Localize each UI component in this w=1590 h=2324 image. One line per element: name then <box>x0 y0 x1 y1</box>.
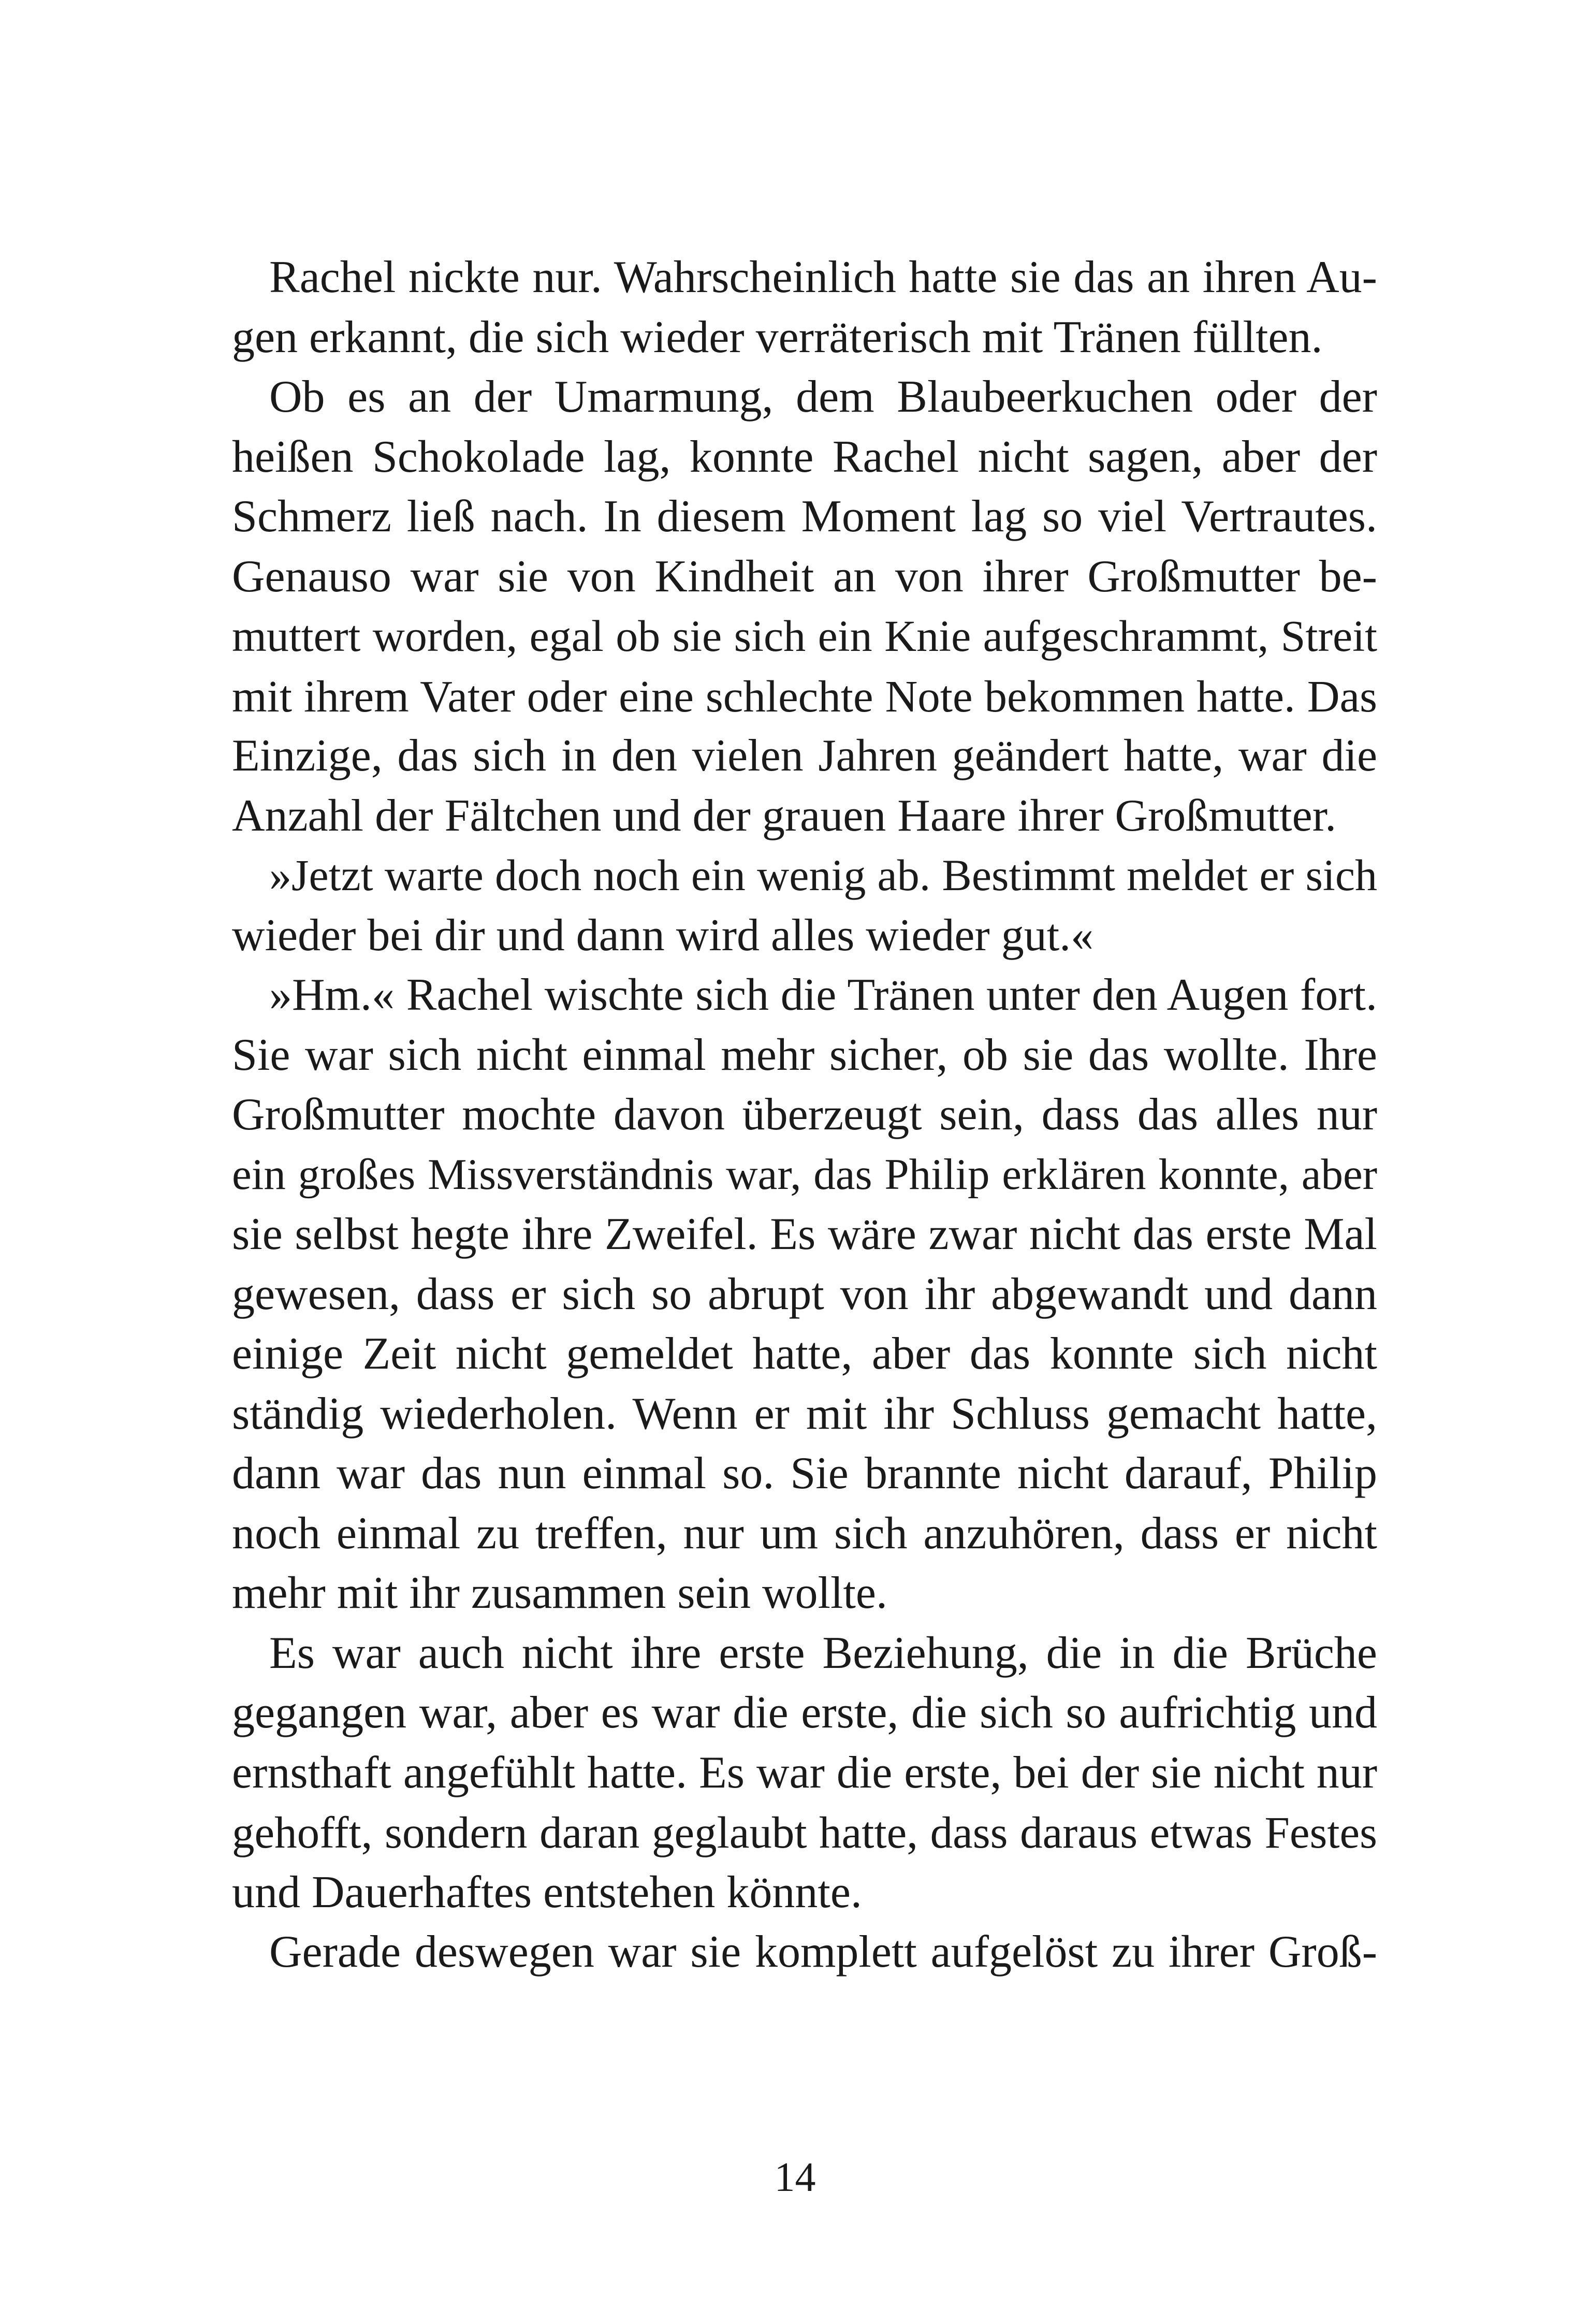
text-line: »Hm.« Rachel wischte sich die Tränen unter den Augen fort. <box>269 970 1377 1020</box>
text-line: Es war auch nicht ihre erste Beziehung, die in die Brüche <box>269 1628 1377 1678</box>
body-text <box>232 248 1377 1982</box>
text-line: ernsthaft angefühlt hatte. Es war die erste, bei der sie nicht nur <box>232 1747 1377 1798</box>
text-line: gewesen, dass er sich so abrupt von ihr abgewandt und dann <box>232 1269 1377 1319</box>
text-line: gen erkannt, die sich wieder verräterisch mit Tränen füllten. <box>232 312 1323 362</box>
text-line: Gerade deswegen war sie komplett aufgelöst zu ihrer Groß- <box>269 1927 1377 1977</box>
page-number: 14 <box>774 2155 816 2200</box>
text-line: Großmutter mochte davon überzeugt sein, dass das alles nur <box>232 1090 1377 1140</box>
text-line: Schmerz ließ nach. In diesem Moment lag so viel Vertrautes. <box>232 491 1377 542</box>
text-line: einige Zeit nicht gemeldet hatte, aber das konnte sich nicht <box>232 1329 1377 1379</box>
text-line: und Dauerhaftes entstehen könnte. <box>232 1867 862 1918</box>
text-line: Einzige, das sich in den vielen Jahren geändert hatte, war die <box>232 731 1377 781</box>
text-line: muttert worden, egal ob sie sich ein Knie aufgeschrammt, Streit <box>232 611 1377 661</box>
text-line: Genauso war sie von Kindheit an von ihrer Großmutter be- <box>232 551 1377 602</box>
text-line: Rachel nickte nur. Wahrscheinlich hatte sie das an ihren Au- <box>269 252 1377 302</box>
text-line: Sie war sich nicht einmal mehr sicher, ob sie das wollte. Ihre <box>232 1029 1377 1080</box>
text-line: heißen Schokolade lag, konnte Rachel nicht sagen, aber der <box>232 431 1377 482</box>
text-line: ein großes Missverständnis war, das Philip erklären konnte, aber <box>232 1150 1377 1199</box>
text-line: noch einmal zu treffen, nur um sich anzuhören, dass er nicht <box>232 1508 1377 1559</box>
text-line: Anzahl der Fältchen und der grauen Haare ihrer Großmutter. <box>232 790 1337 841</box>
text-line: ständig wiederholen. Wenn er mit ihr Schluss gemacht hatte, <box>232 1388 1377 1439</box>
text-line: mehr mit ihr zusammen sein wollte. <box>232 1568 887 1618</box>
text-line: dann war das nun einmal so. Sie brannte nicht darauf, Philip <box>232 1448 1377 1499</box>
text-line: mit ihrem Vater oder eine schlechte Note bekommen hatte. Das <box>232 671 1377 721</box>
text-line: sie selbst hegte ihre Zweifel. Es wäre zwar nicht das erste Mal <box>232 1209 1377 1259</box>
text-line: Ob es an der Umarmung, dem Blaubeerkuchen oder der <box>269 372 1377 422</box>
text-line: wieder bei dir und dann wird alles wieder gut.« <box>232 910 1094 961</box>
text-line: gegangen war, aber es war die erste, die sich so aufrichtig und <box>232 1688 1377 1738</box>
text-line: »Jetzt warte doch noch ein wenig ab. Bestimmt meldet er sich <box>269 850 1377 900</box>
text-line: gehofft, sondern daran geglaubt hatte, dass daraus etwas Festes <box>232 1807 1377 1857</box>
